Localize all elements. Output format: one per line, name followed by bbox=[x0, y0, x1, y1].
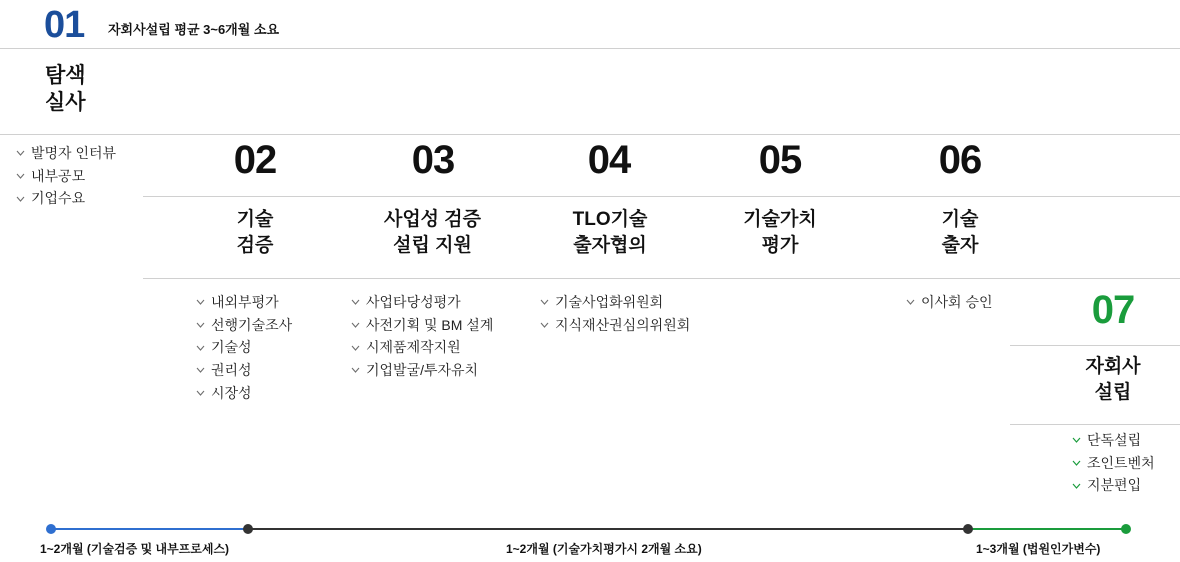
list-item bbox=[196, 291, 292, 314]
chevron-down-icon bbox=[196, 298, 205, 307]
timeline-segment-1 bbox=[50, 528, 250, 530]
header-divider-2 bbox=[0, 134, 1180, 135]
step-06-number: 06 bbox=[938, 138, 982, 182]
step-07-bullets bbox=[1072, 429, 1155, 497]
step-07-number: 07 bbox=[1091, 288, 1135, 332]
list-item-label: 조인트벤처 bbox=[1087, 454, 1155, 471]
list-item-label: 지식재산권심의위원회 bbox=[555, 316, 691, 333]
timeline bbox=[0, 522, 1180, 562]
timeline-segment-3 bbox=[968, 528, 1126, 530]
step-04-title-line1: TLO기술 bbox=[572, 209, 648, 230]
step-04-title-line2: 출자협의 bbox=[573, 234, 647, 256]
chevron-down-icon bbox=[351, 343, 360, 352]
step-01-number: 01 bbox=[44, 4, 85, 46]
list-item-label: 이사회 승인 bbox=[921, 294, 993, 310]
header-subtitle: 자회사설립 평균 3~6개월 소요 bbox=[108, 22, 280, 37]
list-item bbox=[196, 336, 292, 359]
chevron-down-icon bbox=[16, 172, 25, 181]
step-02-title-line1: 기술 bbox=[236, 209, 274, 230]
list-item bbox=[540, 291, 690, 314]
header-divider bbox=[0, 48, 1180, 49]
step-06-title-line2: 출자 bbox=[941, 234, 979, 256]
step-05-title-line1: 기술가치 bbox=[743, 209, 817, 230]
list-item-label: 선행기술조사 bbox=[211, 316, 293, 333]
list-item-label: 기업발굴/투자유치 bbox=[366, 362, 479, 379]
step-01-bullets bbox=[16, 142, 116, 210]
list-item bbox=[196, 314, 292, 337]
step-03-title bbox=[355, 207, 510, 258]
step-05-title bbox=[715, 207, 845, 258]
list-item-label: 지분편입 bbox=[1087, 477, 1142, 494]
list-item-label: 시제품제작지원 bbox=[366, 339, 461, 356]
step-07-title bbox=[1058, 354, 1168, 405]
list-item bbox=[16, 165, 116, 188]
list-item bbox=[351, 359, 493, 382]
chevron-down-icon bbox=[1072, 459, 1081, 468]
step-07-title-line1: 자회사 bbox=[1085, 356, 1141, 377]
list-item-label: 사업타당성평가 bbox=[366, 294, 461, 310]
step-01-title-line1: 탐색 bbox=[45, 64, 86, 87]
list-item-label: 사전기획 및 BM 설계 bbox=[366, 316, 494, 333]
list-item bbox=[16, 187, 116, 210]
titles-divider bbox=[143, 278, 1180, 279]
list-item-label: 기업수요 bbox=[31, 190, 86, 207]
list-item bbox=[196, 359, 292, 382]
step-01-title bbox=[45, 62, 86, 117]
step-02-bullets bbox=[196, 291, 292, 404]
timeline-label-3: 1~3개월 (법원인가변수) bbox=[976, 542, 1101, 556]
step-07-title-line2: 설립 bbox=[1094, 381, 1132, 403]
list-item bbox=[906, 291, 993, 314]
step-02-title bbox=[195, 207, 315, 258]
step-07-divider-top bbox=[1010, 345, 1180, 346]
list-item bbox=[1072, 429, 1155, 452]
step-04-number: 04 bbox=[587, 138, 631, 182]
step-01-title-line2: 실사 bbox=[45, 91, 86, 115]
chevron-down-icon bbox=[351, 298, 360, 307]
numbers-divider bbox=[143, 196, 1180, 197]
chevron-down-icon bbox=[196, 343, 205, 352]
list-item bbox=[540, 314, 690, 337]
timeline-dot-mid-1 bbox=[243, 524, 253, 534]
list-item bbox=[196, 382, 292, 405]
chevron-down-icon bbox=[540, 298, 549, 307]
list-item bbox=[351, 336, 493, 359]
step-07-divider-bottom bbox=[1010, 424, 1180, 425]
list-item-label: 기술성 bbox=[211, 339, 252, 356]
list-item-label: 기술사업화위원회 bbox=[555, 294, 664, 310]
list-item-label: 내외부평가 bbox=[211, 294, 279, 310]
list-item bbox=[1072, 452, 1155, 475]
step-03-number: 03 bbox=[411, 138, 455, 182]
timeline-label-2: 1~2개월 (기술가치평가시 2개월 소요) bbox=[506, 542, 702, 556]
timeline-dot-mid-2 bbox=[963, 524, 973, 534]
timeline-segment-2 bbox=[248, 528, 970, 530]
step-06-title-line1: 기술 bbox=[941, 209, 979, 230]
list-item bbox=[351, 291, 493, 314]
list-item bbox=[1072, 474, 1155, 497]
list-item bbox=[16, 142, 116, 165]
chevron-down-icon bbox=[16, 149, 25, 158]
list-item-label: 내부공모 bbox=[31, 167, 86, 184]
step-03-title-line1: 사업성 검증 bbox=[383, 209, 482, 230]
step-02-title-line2: 검증 bbox=[236, 234, 274, 256]
step-03-bullets bbox=[351, 291, 493, 382]
list-item-label: 권리성 bbox=[211, 362, 252, 379]
step-06-title bbox=[900, 207, 1020, 258]
timeline-dot-start bbox=[46, 524, 56, 534]
chevron-down-icon bbox=[540, 321, 549, 330]
step-03-title-line2: 설립 지원 bbox=[393, 234, 472, 256]
chevron-down-icon bbox=[196, 389, 205, 398]
chevron-down-icon bbox=[906, 298, 915, 307]
list-item-label: 발명자 인터뷰 bbox=[31, 145, 117, 161]
step-05-title-line2: 평가 bbox=[761, 234, 799, 256]
chevron-down-icon bbox=[351, 366, 360, 375]
timeline-dot-end bbox=[1121, 524, 1131, 534]
chevron-down-icon bbox=[351, 321, 360, 330]
step-02-number: 02 bbox=[233, 138, 277, 182]
step-04-bullets bbox=[540, 291, 690, 336]
step-04-title bbox=[540, 207, 680, 258]
chevron-down-icon bbox=[196, 366, 205, 375]
list-item bbox=[351, 314, 493, 337]
chevron-down-icon bbox=[1072, 481, 1081, 490]
list-item-label: 단독설립 bbox=[1087, 432, 1142, 448]
step-06-bullets bbox=[906, 291, 993, 314]
chevron-down-icon bbox=[196, 321, 205, 330]
list-item-label: 시장성 bbox=[211, 384, 252, 401]
timeline-label-1: 1~2개월 (기술검증 및 내부프로세스) bbox=[40, 542, 230, 556]
chevron-down-icon bbox=[1072, 436, 1081, 445]
step-05-number: 05 bbox=[758, 138, 802, 182]
chevron-down-icon bbox=[16, 194, 25, 203]
